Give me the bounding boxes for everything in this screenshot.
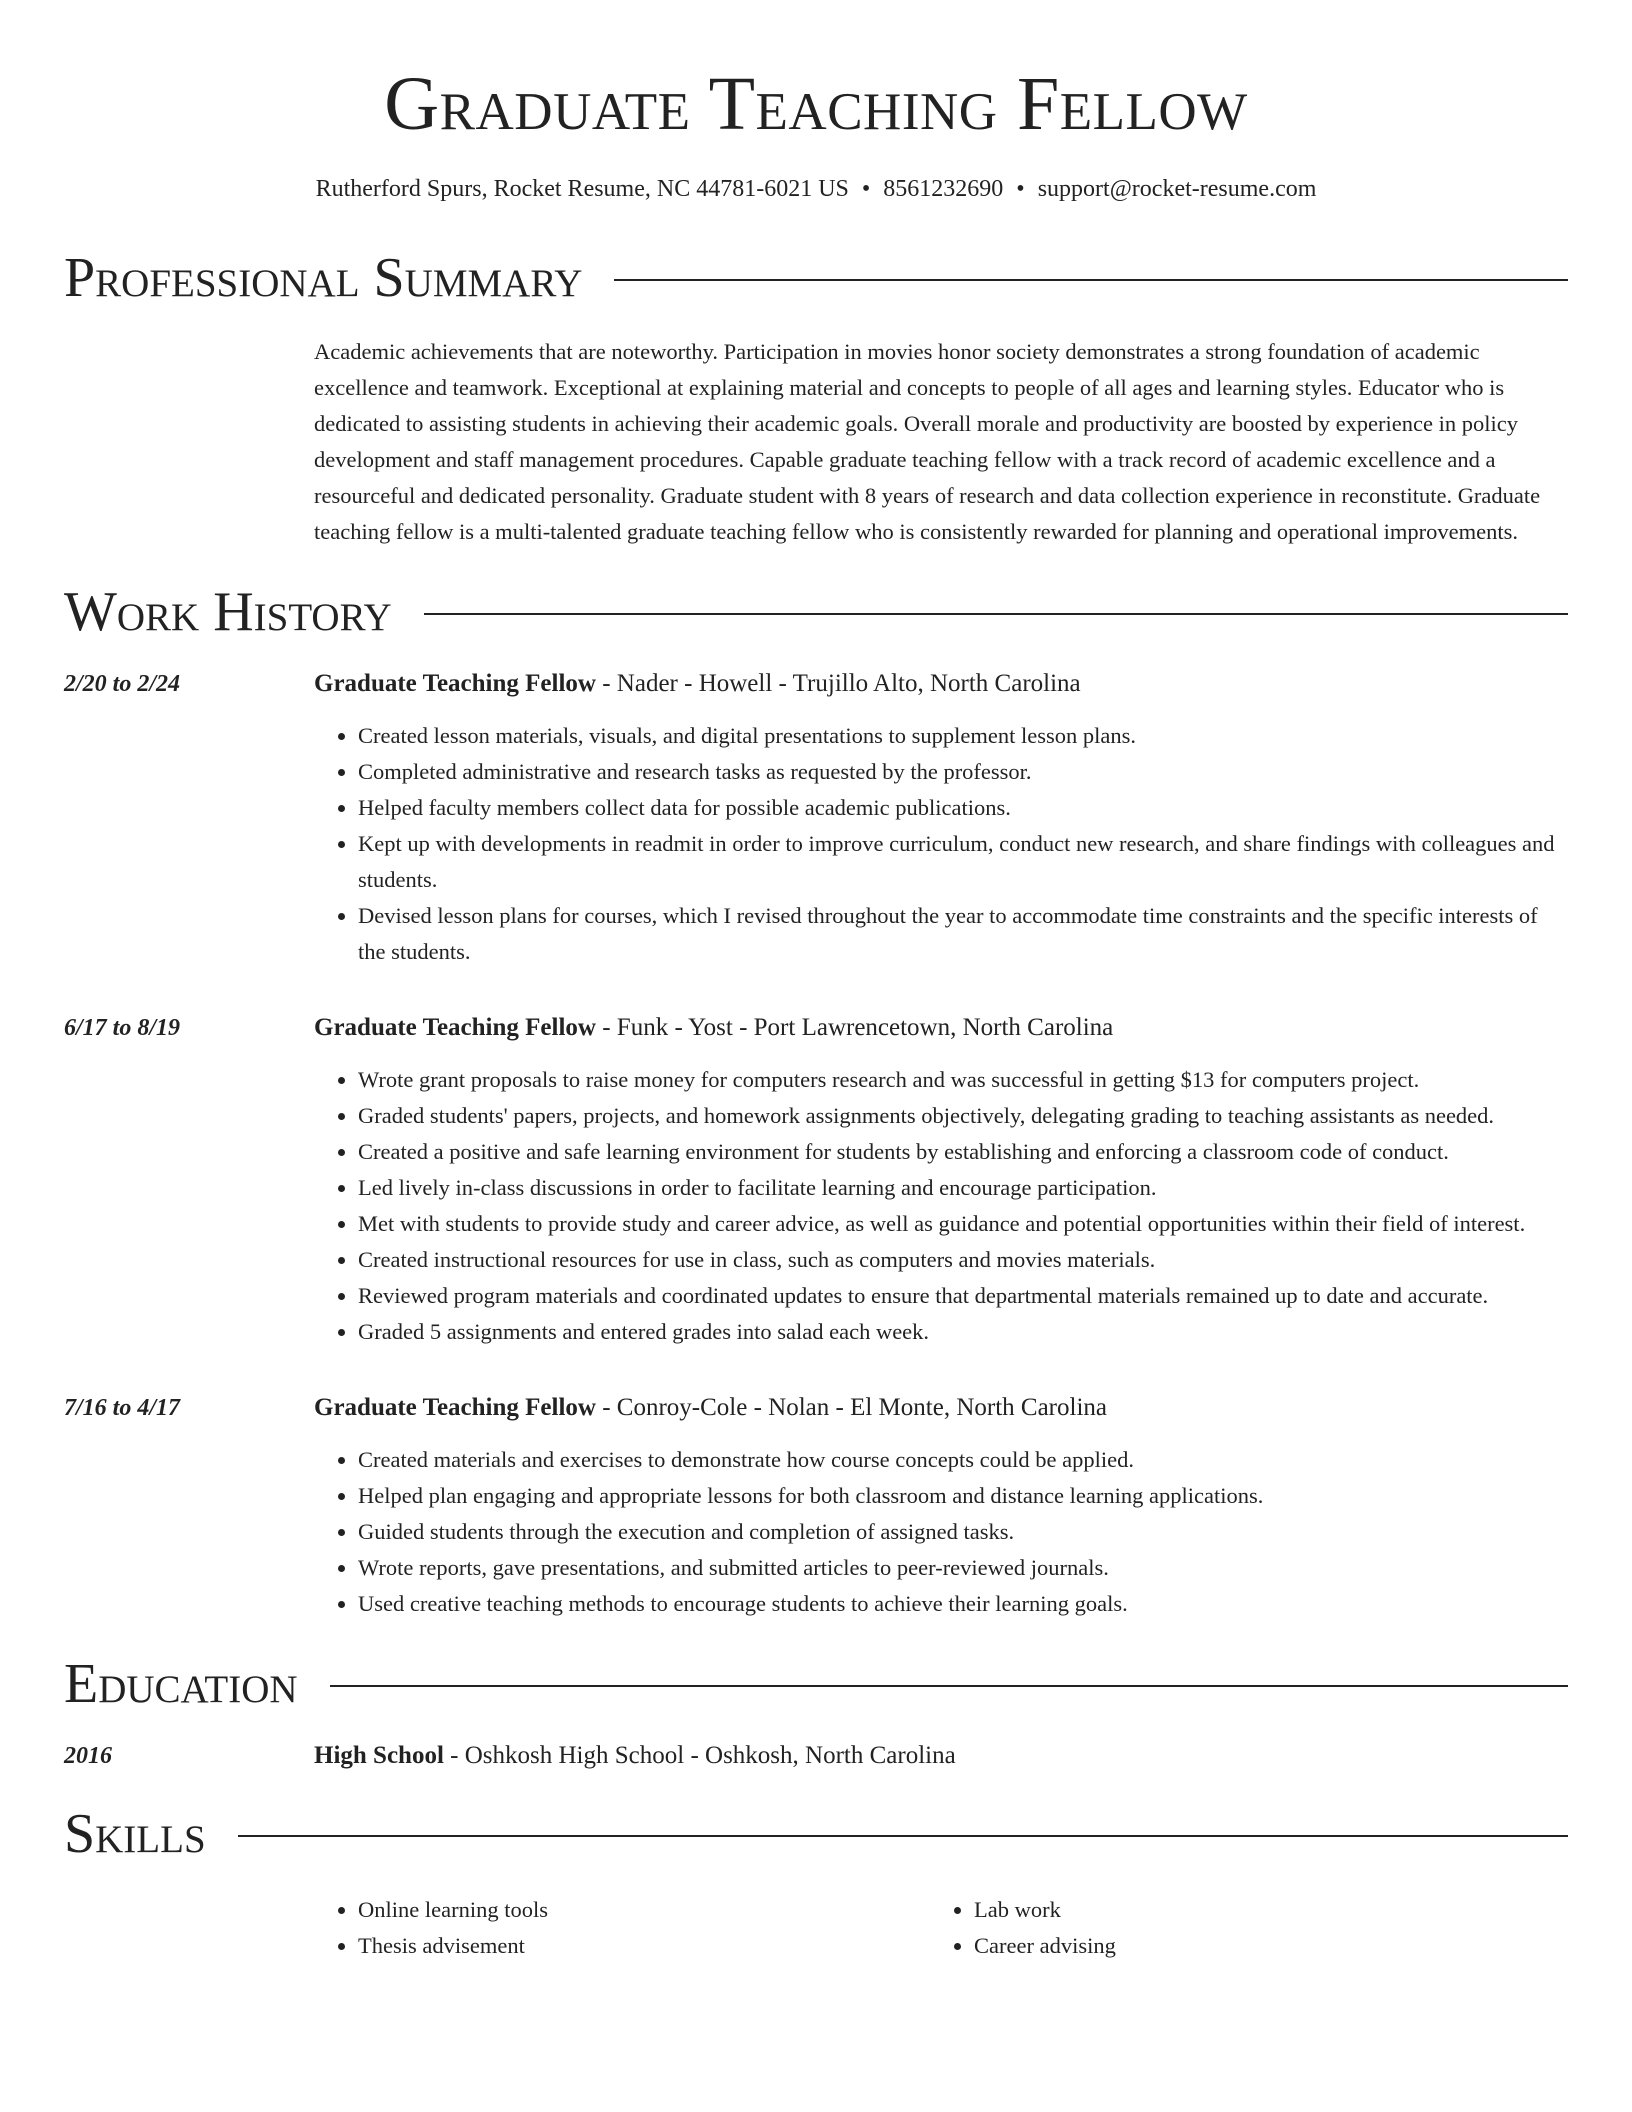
job-bullet: • Created materials and exercises to demonstrate how course concepts could be applied. xyxy=(358,1442,1568,1478)
section-divider xyxy=(614,279,1568,281)
separator-dot: • xyxy=(1016,176,1025,202)
job-entry xyxy=(64,666,1568,970)
job-bullets xyxy=(314,1062,1568,1350)
job-bullet: • Helped plan engaging and appropriate lessons for both classroom and distance learning applications. xyxy=(358,1478,1568,1514)
job-heading xyxy=(314,1010,1568,1046)
job-body xyxy=(314,1010,1568,1350)
job-bullet: • Helped faculty members collect data for possible academic publications. xyxy=(358,790,1568,826)
job-bullet: • Created lesson materials, visuals, and digital presentations to supplement lesson plans. xyxy=(358,718,1568,754)
skills-column-right xyxy=(930,1892,1546,1964)
job-bullet: • Kept up with developments in readmit in order to improve curriculum, conduct new research, and share findings with colleagues and students. xyxy=(358,826,1568,898)
job-bullet: • Created a positive and safe learning environment for students by establishing and enforcing a classroom code of conduct. xyxy=(358,1134,1568,1170)
job-bullet: • Graded students' papers, projects, and homework assignments objectively, delegating grading to teaching assistants as needed. xyxy=(358,1098,1568,1134)
section-divider xyxy=(238,1835,1568,1837)
job-heading xyxy=(314,1390,1568,1426)
resume-page xyxy=(64,0,1568,1964)
job-details: - Nader - Howell - Trujillo Alto, North Carolina xyxy=(595,670,1081,697)
job-bullet: • Reviewed program materials and coordinated updates to ensure that departmental materials remained up to date and accurate. xyxy=(358,1278,1568,1314)
job-title: Graduate Teaching Fellow xyxy=(314,1394,596,1421)
summary-text: Academic achievements that are noteworthy. Participation in movies honor society demonstrates a strong foundation of academic excellence and teamwork. Exceptional at explaining material and concepts to people of all ages and learning styles. Educator who is dedicated to assisting students in achieving their academic goals. Overall morale and productivity are boosted by experience in policy development and staff management procedures. Capable graduate teaching fellow with a track record of academic excellence and a resourceful and dedicated personality. Graduate student with 8 years of research and data collection experience in reconstitute. Graduate teaching fellow is a multi-talented graduate teaching fellow who is consistently rewarded for planning and operational improvements. xyxy=(314,339,1541,544)
section-title-work: Work History xyxy=(64,581,392,643)
section-title-skills: Skills xyxy=(64,1803,206,1865)
skill-item: • Career advising xyxy=(974,1928,1546,1964)
job-dates: 2/20 to 2/24 xyxy=(64,671,181,697)
education-entry xyxy=(64,1738,1568,1774)
contact-phone: 8561232690 xyxy=(883,176,1004,202)
job-title: Graduate Teaching Fellow xyxy=(314,1014,596,1041)
job-bullet: • Wrote grant proposals to raise money for computers research and was successful in getting $13 for computers project. xyxy=(358,1062,1568,1098)
education-details: - Oshkosh High School - Oshkosh, North Carolina xyxy=(443,1742,956,1769)
job-title: Graduate Teaching Fellow xyxy=(314,670,596,697)
job-bullet: • Guided students through the execution and completion of assigned tasks. xyxy=(358,1514,1568,1550)
job-bullet: • Used creative teaching methods to encourage students to achieve their learning goals. xyxy=(358,1586,1568,1622)
separator-dot: • xyxy=(861,176,871,202)
section-title-education: Education xyxy=(64,1653,298,1715)
contact-email: support@rocket-resume.com xyxy=(1037,176,1317,202)
job-bullets xyxy=(314,1442,1568,1622)
education-degree: High School xyxy=(314,1742,444,1769)
job-entry xyxy=(64,1390,1568,1622)
contact-line xyxy=(64,172,1568,206)
job-bullet: • Met with students to provide study and career advice, as well as guidance and potential opportunities within their field of interest. xyxy=(358,1206,1568,1242)
contact-address: Rutherford Spurs, Rocket Resume, NC 44781-6021 US xyxy=(315,176,849,202)
job-body xyxy=(314,666,1568,970)
job-heading xyxy=(314,666,1568,702)
job-dates: 7/16 to 4/17 xyxy=(64,1395,181,1421)
job-details: - Funk - Yost - Port Lawrencetown, North Carolina xyxy=(595,1014,1114,1041)
section-work-header xyxy=(64,580,1568,644)
section-skills-header xyxy=(64,1802,1568,1866)
resume-name: Graduate Teaching Fellow xyxy=(384,62,1248,146)
job-details: - Conroy-Cole - Nolan - El Monte, North Carolina xyxy=(595,1394,1107,1421)
section-divider xyxy=(330,1685,1568,1687)
job-bullet: • Created instructional resources for use in class, such as computers and movies materials. xyxy=(358,1242,1568,1278)
job-bullet: • Wrote reports, gave presentations, and submitted articles to peer-reviewed journals. xyxy=(358,1550,1568,1586)
section-summary-header xyxy=(64,246,1568,310)
education-year: 2016 xyxy=(64,1743,112,1769)
skills-list xyxy=(314,1892,1568,1964)
job-dates: 6/17 to 8/19 xyxy=(64,1015,181,1041)
skill-item: • Thesis advisement xyxy=(358,1928,930,1964)
job-bullet: • Completed administrative and research tasks as requested by the professor. xyxy=(358,754,1568,790)
job-bullet: • Led lively in-class discussions in order to facilitate learning and encourage participation. xyxy=(358,1170,1568,1206)
skill-item: • Online learning tools xyxy=(358,1892,930,1928)
section-education-header xyxy=(64,1652,1568,1716)
job-bullet: • Devised lesson plans for courses, which I revised throughout the year to accommodate time constraints and the specific interests of the students. xyxy=(358,898,1568,970)
job-entry xyxy=(64,1010,1568,1350)
job-bullet: • Graded 5 assignments and entered grades into salad each week. xyxy=(358,1314,1568,1350)
skills-column-left xyxy=(314,1892,930,1964)
job-bullets xyxy=(314,718,1568,970)
section-divider xyxy=(424,613,1568,615)
section-title-summary: Professional Summary xyxy=(64,247,583,309)
job-body xyxy=(314,1390,1568,1622)
skill-item: • Lab work xyxy=(974,1892,1546,1928)
education-heading xyxy=(314,1738,956,1774)
